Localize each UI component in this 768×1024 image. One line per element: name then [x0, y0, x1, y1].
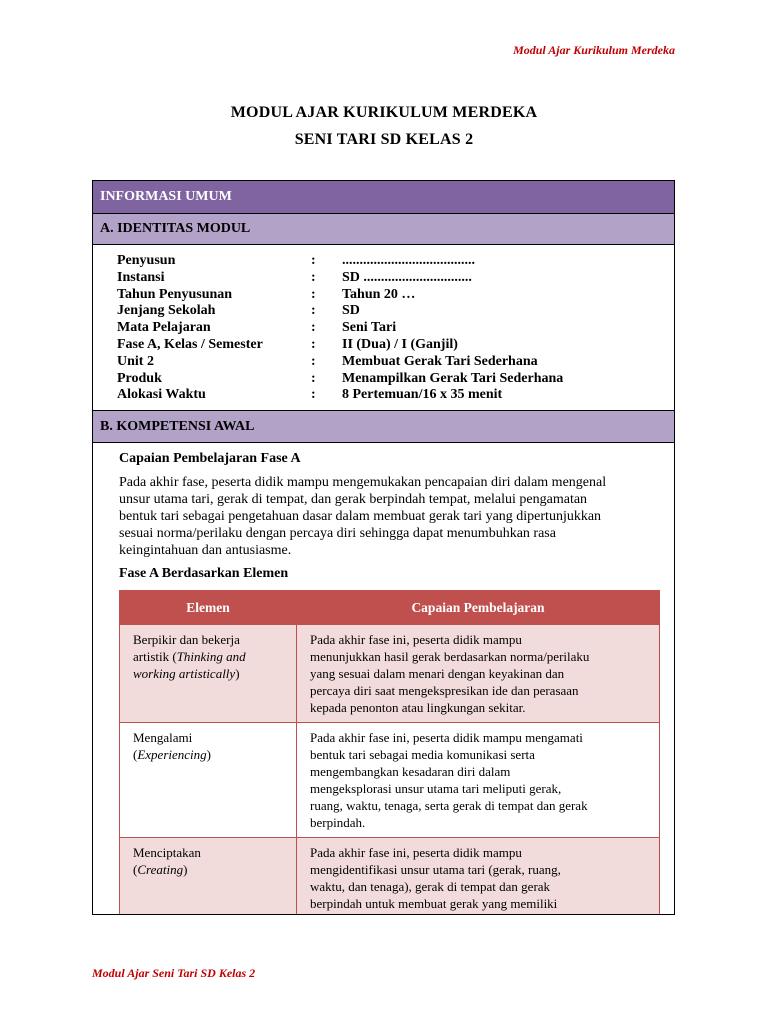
- running-footer: Modul Ajar Seni Tari SD Kelas 2: [92, 966, 256, 980]
- section-general-information: INFORMASI UMUM: [93, 181, 674, 213]
- elements-table: [119, 590, 660, 915]
- element-text-tail: ): [206, 747, 211, 762]
- element-english-term: Creating: [137, 862, 184, 877]
- outcome-line: berpindah.: [310, 815, 366, 830]
- module-frame: [92, 180, 675, 915]
- outcome-line: kepada penonton atau lingkungan sekitar.: [310, 700, 526, 715]
- outcome-line: Pada akhir fase ini, peserta didik mampu: [310, 845, 522, 860]
- element-text-tail: ): [183, 862, 188, 877]
- element-text: Berpikir dan bekerja: [133, 632, 240, 647]
- outcome-line: Pada akhir fase ini, peserta didik mampu: [310, 632, 522, 647]
- identity-colon: :: [311, 286, 316, 302]
- element-text: Menciptakan: [133, 845, 201, 860]
- identity-colon: :: [311, 303, 316, 319]
- identity-row: [117, 354, 563, 371]
- elements-heading: Fase A Berdasarkan Elemen: [119, 566, 289, 581]
- identity-row: [117, 371, 563, 388]
- outcome-line: Pada akhir fase ini, peserta didik mampu mengamati: [310, 730, 583, 745]
- paragraph-line: keingintahuan dan antusiasme.: [119, 543, 292, 558]
- identity-label: Produk: [117, 370, 162, 386]
- element-text: Mengalami: [133, 730, 193, 745]
- paragraph-line: bentuk tari sebagai pengetahuan dasar dalam membuat gerak tari yang dipertunjukkan: [119, 509, 602, 524]
- outcome-line: mengembangkan kesadaran diri dalam: [310, 764, 511, 779]
- identity-value: SD: [342, 303, 360, 319]
- element-line: [133, 861, 283, 878]
- identity-value: Menampilkan Gerak Tari Sederhana: [342, 370, 564, 386]
- outcome-line: ruang, waktu, tenaga, serta gerak di tempat dan gerak: [310, 798, 588, 813]
- identity-value: ......................................: [342, 253, 475, 268]
- element-cell: [120, 625, 297, 723]
- identity-row: [117, 337, 563, 354]
- outcome-line: yang sesuai dalam menari dengan keyakinan dan: [310, 666, 565, 681]
- identity-label: Penyusun: [117, 253, 176, 268]
- identity-value: 8 Pertemuan/16 x 35 menit: [342, 387, 503, 403]
- learning-outcome-heading: Capaian Pembelajaran Fase A: [119, 451, 301, 466]
- identity-row: [117, 320, 563, 337]
- column-header-outcome: Capaian Pembelajaran: [297, 591, 660, 625]
- element-cell: [120, 723, 297, 838]
- outcome-cell: [297, 625, 660, 723]
- element-english-term: Experiencing: [137, 747, 207, 762]
- outcome-line: mengeksplorasi unsur utama tari meliputi gerak,: [310, 781, 562, 796]
- identity-label: Instansi: [117, 269, 165, 285]
- column-header-element: Elemen: [120, 591, 297, 625]
- identity-colon: :: [311, 336, 316, 352]
- element-line: [133, 729, 283, 746]
- outcome-line: menunjukkan hasil gerak berdasarkan norma/perilaku: [310, 649, 590, 664]
- identity-value: II (Dua) / I (Ganjil): [342, 336, 458, 352]
- element-text: artistik (: [133, 649, 177, 664]
- identity-list: [117, 253, 563, 404]
- learning-outcome-paragraph: [119, 474, 659, 559]
- paragraph-line: sesuai norma/perilaku dengan percaya diri sehingga dapat menumbuhkan rasa: [119, 526, 556, 541]
- identity-row: [117, 387, 563, 404]
- table-row: [120, 838, 660, 916]
- identity-value: Tahun 20 …: [342, 286, 416, 302]
- section-initial-competence: B. KOMPETENSI AWAL: [93, 410, 674, 443]
- identity-colon: :: [311, 320, 316, 336]
- table-header-row: [120, 591, 660, 625]
- running-header: Modul Ajar Kurikulum Merdeka: [513, 43, 675, 57]
- identity-row: [117, 270, 563, 287]
- identity-label: Alokasi Waktu: [117, 387, 206, 403]
- section-module-identity: A. IDENTITAS MODUL: [93, 213, 674, 245]
- document-subtitle: SENI TARI SD KELAS 2: [294, 131, 474, 148]
- identity-row: [117, 303, 563, 320]
- table-row: [120, 723, 660, 838]
- identity-colon: :: [311, 269, 316, 285]
- element-text-tail: ): [235, 666, 240, 681]
- element-line: [133, 631, 283, 648]
- identity-colon: :: [311, 387, 316, 403]
- identity-row: [117, 253, 563, 270]
- identity-value: Seni Tari: [342, 320, 397, 336]
- identity-label: Unit 2: [117, 353, 154, 369]
- identity-label: Tahun Penyusunan: [117, 286, 233, 302]
- identity-row: [117, 287, 563, 304]
- identity-label: Mata Pelajaran: [117, 320, 211, 336]
- outcome-line: mengidentifikasi unsur utama tari (gerak, ruang,: [310, 862, 561, 877]
- outcome-line: percaya diri saat mengekspresikan ide dan perasaan: [310, 683, 579, 698]
- outcome-line: berpindah untuk membuat gerak yang memiliki: [310, 896, 558, 911]
- element-english-term: working artistically: [133, 666, 236, 681]
- identity-value: Membuat Gerak Tari Sederhana: [342, 353, 538, 369]
- outcome-line: waktu, dan tenaga), gerak di tempat dan gerak: [310, 879, 551, 894]
- element-line: [133, 665, 283, 682]
- identity-colon: :: [311, 370, 316, 386]
- identity-label: Fase A, Kelas / Semester: [117, 336, 263, 352]
- element-text: (: [133, 747, 138, 762]
- element-text: (: [133, 862, 138, 877]
- document-title: MODUL AJAR KURIKULUM MERDEKA: [230, 104, 538, 121]
- identity-label: Jenjang Sekolah: [117, 303, 216, 319]
- element-cell: [120, 838, 297, 916]
- outcome-cell: [297, 723, 660, 838]
- identity-value: SD ...............................: [342, 269, 472, 285]
- element-line: [133, 746, 283, 763]
- table-row: [120, 625, 660, 723]
- identity-colon: :: [311, 353, 316, 369]
- element-line: [133, 844, 283, 861]
- element-english-term: Thinking and: [176, 649, 246, 664]
- paragraph-line: Pada akhir fase, peserta didik mampu mengemukakan pencapaian diri dalam mengenal: [119, 475, 607, 490]
- paragraph-line: unsur utama tari, gerak di tempat, dan gerak berpindah tempat, melalui pengamatan: [119, 492, 588, 507]
- element-line: [133, 648, 283, 665]
- outcome-cell: [297, 838, 660, 916]
- identity-colon: :: [311, 253, 316, 268]
- outcome-line: bentuk tari sebagai media komunikasi serta: [310, 747, 535, 762]
